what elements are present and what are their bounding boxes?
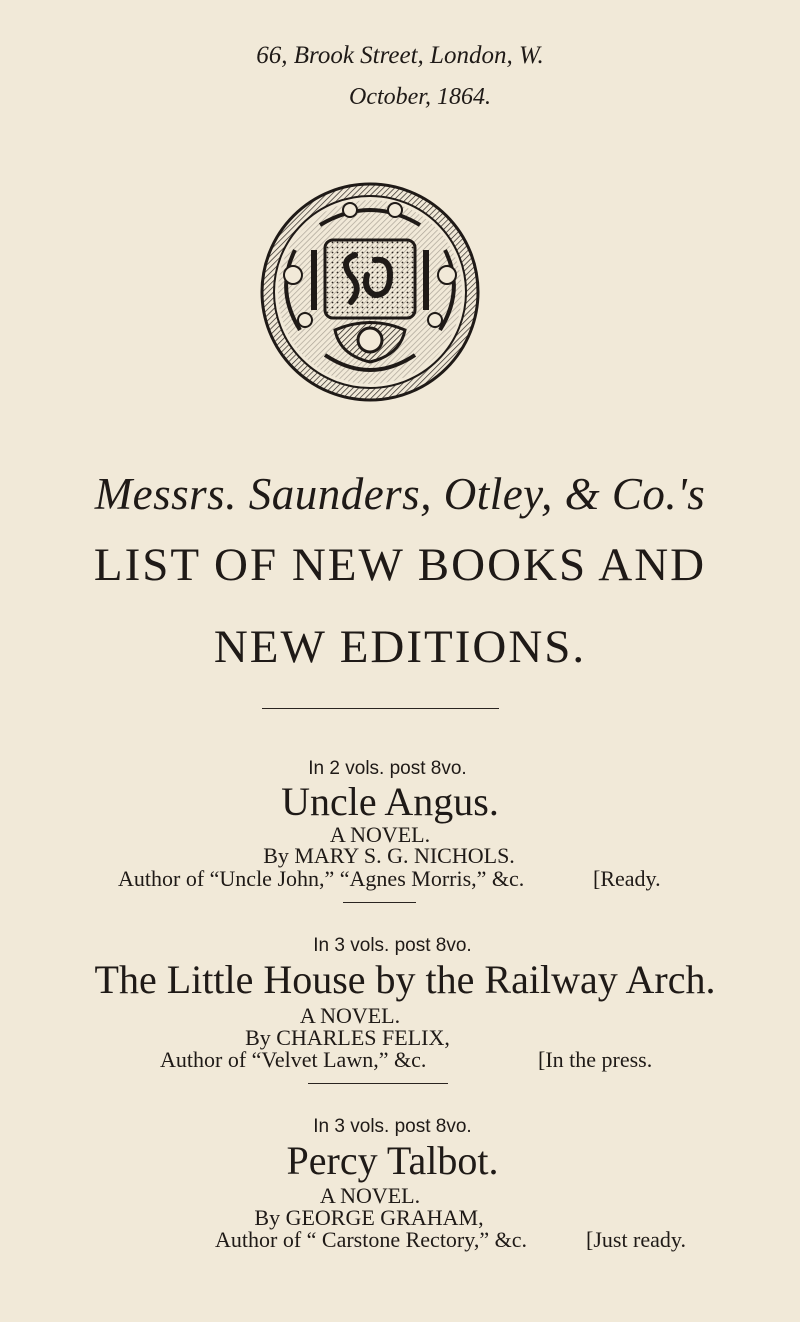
book-byline: By MARY S. G. NICHOLS. [263, 843, 515, 868]
book-genre: A NOVEL. [329, 822, 431, 847]
book-author-of: Author of “Velvet Lawn,” &c. [160, 1047, 427, 1072]
book-genre: A NOVEL. [299, 1003, 401, 1028]
book-status: [Ready. [593, 866, 661, 891]
book-author-of: Author of “Uncle John,” “Agnes Morris,” &c. [118, 866, 525, 891]
book-byline: By GEORGE GRAHAM, [254, 1205, 484, 1230]
book-title: The Little House by the Railway Arch. [94, 957, 716, 1002]
catalogue-date: October, 1864. [349, 84, 491, 110]
divider-rule [343, 902, 416, 903]
book-format: In 3 vols. post 8vo. [313, 1116, 472, 1137]
divider-rule [308, 1083, 448, 1084]
book-title: Percy Talbot. [286, 1138, 499, 1183]
book-title: Uncle Angus. [281, 779, 499, 824]
book-byline: By CHARLES FELIX, [245, 1025, 450, 1050]
divider-rule [262, 708, 499, 709]
book-status: [In the press. [538, 1047, 653, 1072]
book-author-of: Author of “ Carstone Rectory,” &c. [215, 1227, 527, 1252]
book-genre: A NOVEL. [319, 1183, 421, 1208]
publisher-seal-emblem [255, 180, 485, 410]
book-status: [Just ready. [586, 1227, 686, 1252]
publisher-address: 66, Brook Street, London, W. [256, 42, 544, 69]
list-heading-line-2: NEW EDITIONS. [213, 621, 587, 673]
book-format: In 2 vols. post 8vo. [308, 758, 467, 779]
list-heading-line-1: LIST OF NEW BOOKS AND [93, 539, 707, 591]
publisher-name: Messrs. Saunders, Otley, & Co.'s [94, 469, 706, 519]
book-format: In 3 vols. post 8vo. [313, 935, 472, 956]
